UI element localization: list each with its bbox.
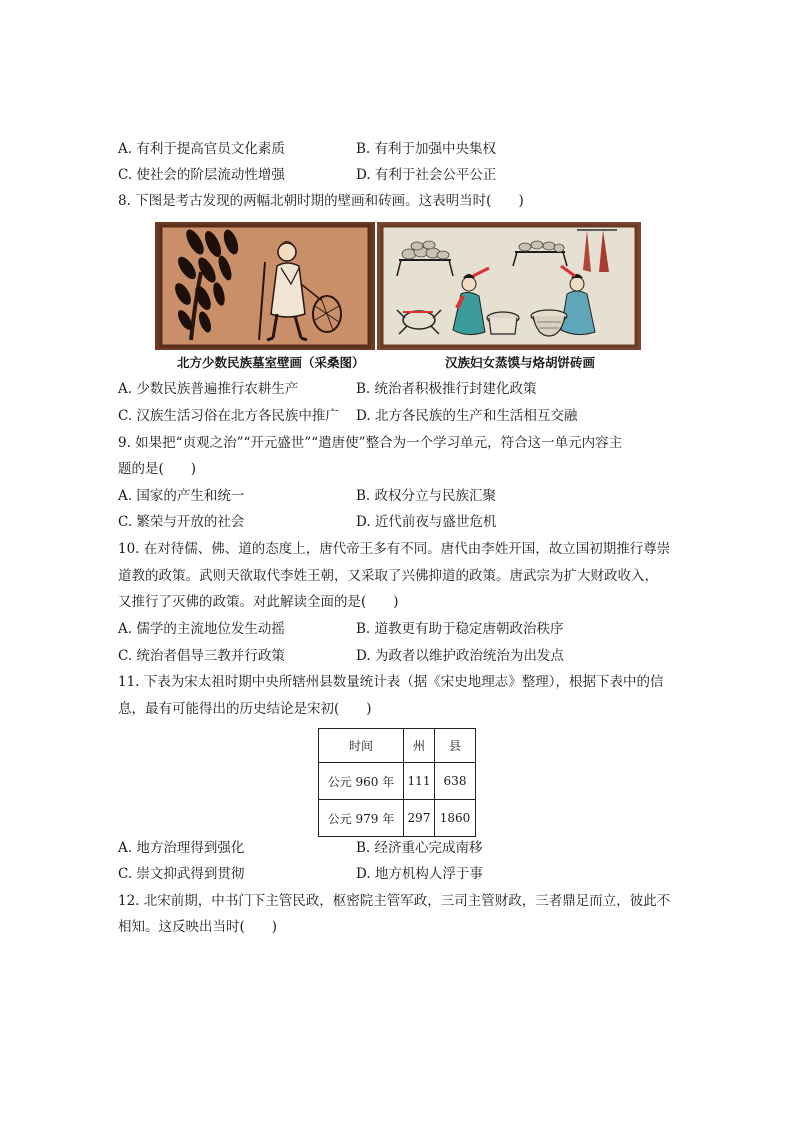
- q11-option-b: B. 经济重心完成南移: [356, 840, 483, 856]
- q9-option-c: C. 繁荣与开放的社会: [118, 514, 245, 530]
- brick-painting-caption: 汉族妇女蒸馍与烙胡饼砖画: [445, 355, 596, 370]
- table-cell: 111: [404, 763, 435, 800]
- q9-option-b: B. 政权分立与民族汇聚: [356, 488, 497, 504]
- table-header-row: [319, 729, 476, 763]
- q7-option-d: D. 有利于社会公平公正: [356, 167, 497, 183]
- q8-option-b: B. 统治者积极推行封建化政策: [356, 381, 537, 397]
- q11-stem-line-2: 息，最有可能得出的历史结论是宋初( ): [118, 701, 372, 717]
- q12-stem-line-1: 12. 北宋前期，中书门下主管民政，枢密院主管军政，三司主管财政，三者鼎足而立，彼此不: [118, 893, 671, 909]
- table-header-cell: 州: [404, 729, 435, 763]
- q10-option-c: C. 统治者倡导三教并行政策: [118, 648, 285, 664]
- q8-option-a: A. 少数民族普遍推行农耕生产: [118, 381, 299, 397]
- table-row: [319, 763, 476, 800]
- steamed-bun-brick-painting-image: [377, 222, 641, 350]
- q9-stem-line-1: 9. 如果把“贞观之治”“开元盛世”“遣唐使”整合为一个学习单元，符合这一单元内容主: [118, 435, 623, 451]
- q7-option-c: C. 使社会的阶层流动性增强: [118, 167, 285, 183]
- q11-option-c: C. 崇文抑武得到贯彻: [118, 866, 245, 882]
- table-cell: 1860: [435, 800, 476, 837]
- q9-option-d: D. 近代前夜与盛世危机: [356, 514, 497, 530]
- q7-option-b: B. 有利于加强中央集权: [356, 141, 497, 157]
- q8-option-c: C. 汉族生活习俗在北方各民族中推广: [118, 408, 339, 424]
- q9-stem-line-2: 题的是( ): [118, 461, 197, 477]
- q10-option-b: B. 道教更有助于稳定唐朝政治秩序: [356, 621, 564, 637]
- q10-stem-line-1: 10. 在对待儒、佛、道的态度上，唐代帝王多有不同。唐代由李姓开国，故立国初期推行尊崇: [118, 541, 671, 557]
- q11-option-d: D. 地方机构人浮于事: [356, 866, 483, 882]
- q8-figure: [155, 222, 641, 374]
- q10-option-a: A. 儒学的主流地位发生动摇: [118, 621, 285, 637]
- q12-stem-line-2: 相知。这反映出当时( ): [118, 919, 278, 935]
- table-header-cell: 县: [435, 729, 476, 763]
- q10-option-d: D. 为政者以维护政治统治为出发点: [356, 648, 564, 664]
- table-header-cell: 时间: [319, 729, 404, 763]
- prefecture-county-table: [318, 728, 476, 837]
- mural-caption: 北方少数民族墓室壁画（采桑图）: [177, 355, 365, 370]
- table-cell: 公元 960 年: [319, 763, 404, 800]
- q8-option-d: D. 北方各民族的生产和生活相互交融: [356, 408, 578, 424]
- q11-stem-line-1: 11. 下表为宋太祖时期中央所辖州县数量统计表（据《宋史地理志》整理），根据下表中的信: [118, 674, 664, 690]
- table-cell: 638: [435, 763, 476, 800]
- table-row: [319, 800, 476, 837]
- q9-option-a: A. 国家的产生和统一: [118, 488, 245, 504]
- q10-stem-line-3: 又推行了灭佛的政策。对此解读全面的是( ): [118, 594, 399, 610]
- table-cell: 297: [404, 800, 435, 837]
- q11-option-a: A. 地方治理得到强化: [118, 840, 245, 856]
- q8-stem: 8. 下图是考古发现的两幅北朝时期的壁画和砖画。这表明当时( ): [118, 193, 524, 209]
- q10-stem-line-2: 道教的政策。武则天欲取代李姓王朝，又采取了兴佛抑道的政策。唐武宗为扩大财政收入，: [118, 568, 658, 584]
- mulberry-picking-mural-image: [155, 222, 375, 350]
- q7-option-a: A. 有利于提高官员文化素质: [118, 141, 285, 157]
- table-cell: 公元 979 年: [319, 800, 404, 837]
